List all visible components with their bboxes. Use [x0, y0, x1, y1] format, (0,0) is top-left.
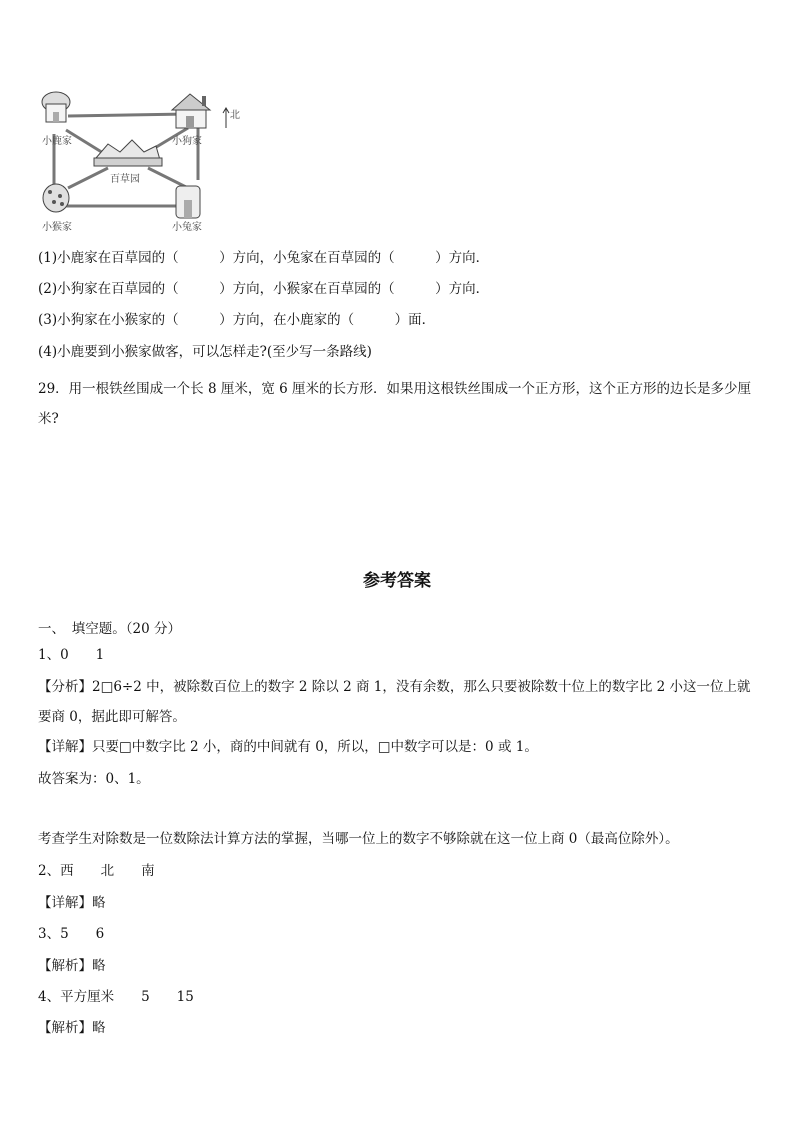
monkey-house-icon — [43, 184, 69, 212]
answer-3: 3、5 6 — [38, 926, 105, 942]
garden-label: 百草园 — [110, 174, 140, 185]
monkey-house-label: 小猴家 — [42, 222, 72, 233]
answer-1-analysis: 【分析】2□6÷2 中，被除数百位上的数字 2 除以 2 商 1，没有余数，那么只要被除数十位上的数字比 2 小这一位上就要商 0，据此即可解答。 — [38, 679, 751, 725]
rabbit-house-icon — [176, 186, 200, 218]
garden-icon — [94, 140, 162, 166]
answer-3-analysis: 【解析】略 — [38, 958, 106, 974]
question-29: 29．用一根铁丝围成一个长 8 厘米，宽 6 厘米的长方形．如果用这根铁丝围成一个正方形，这个正方形的边长是多少厘米? — [38, 381, 752, 427]
answer-2: 2、西 北 南 — [38, 863, 155, 879]
dog-house-label: 小狗家 — [172, 136, 202, 147]
answer-2-detail: 【详解】略 — [38, 895, 106, 911]
answer-4: 4、平方厘米 5 15 — [38, 989, 194, 1005]
question-2: (2)小狗家在百草园的（ ）方向，小猴家在百草园的（ ）方向． — [38, 281, 490, 297]
answer-1: 1、0 1 — [38, 647, 105, 663]
answer-1-note: 考查学生对除数是一位数除法计算方法的掌握，当哪一位上的数字不够除就在这一位上商 0（最高位除外）。 — [38, 831, 679, 847]
north-label: 北 — [230, 110, 240, 121]
deer-house-label: 小鹿家 — [42, 136, 72, 147]
answer-4-analysis: 【解析】略 — [38, 1020, 106, 1036]
answers-title: 参考答案 — [363, 571, 431, 591]
dog-house-icon — [172, 94, 210, 128]
answer-1-conclusion: 故答案为：0、1。 — [38, 771, 150, 787]
question-1: (1)小鹿家在百草园的（ ）方向，小兔家在百草园的（ ）方向． — [38, 250, 490, 266]
question-3: (3)小狗家在小猴家的（ ）方向，在小鹿家的（ ）面． — [38, 312, 436, 328]
section-heading: 一、 填空题。（20 分） — [38, 621, 181, 637]
answer-1-detail: 【详解】只要□中数字比 2 小，商的中间就有 0，所以，□中数字可以是：0 或 1。 — [38, 739, 538, 755]
direction-map-figure — [38, 88, 248, 236]
north-arrow-icon — [223, 108, 229, 128]
rabbit-house-label: 小兔家 — [172, 222, 202, 233]
question-4: (4)小鹿要到小猴家做客，可以怎样走?(至少写一条路线) — [38, 344, 372, 360]
deer-house-icon — [42, 92, 70, 122]
